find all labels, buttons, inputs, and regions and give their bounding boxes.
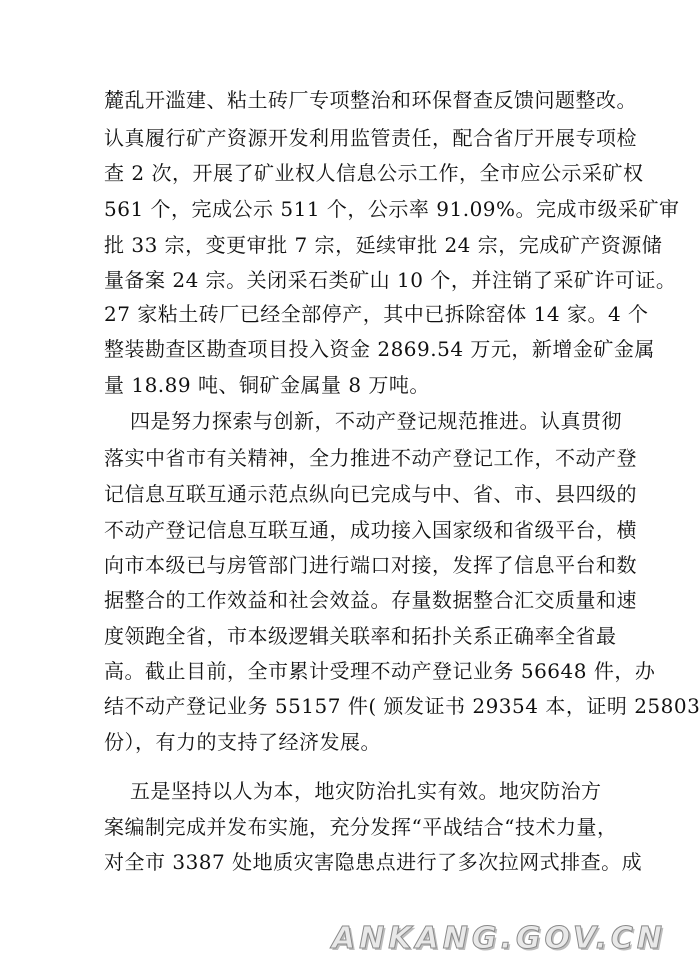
text-line: 批 33 宗，变更审批 7 宗，延续审批 24 宗，完成矿产资源储 [104, 233, 663, 257]
text-line: 对全市 3387 处地质灾害隐患点进行了多次拉网式排查。成 [104, 850, 643, 874]
text-line: 记信息互联互通示范点纵向已完成与中、省、市、县四级的 [104, 482, 637, 506]
paragraph-first-line: 四是努力探索与创新，不动产登记规范推进。认真贯彻 [130, 409, 622, 433]
text-line: 落实中省市有关精神，全力推进不动产登记工作，不动产登 [104, 446, 637, 470]
text-line: 结不动产登记业务 55157 件( 颁发证书 29354 本，证明 25803 [104, 694, 700, 718]
text-line: 量 18.89 吨、铜矿金属量 8 万吨。 [104, 373, 430, 397]
text-line: 查 2 次，开展了矿业权人信息公示工作，全市应公示采矿权 [104, 161, 644, 185]
site-watermark: ANKANG.GOV.CN [331, 921, 666, 956]
paragraph-first-line: 五是坚持以人为本，地灾防治扎实有效。地灾防治方 [130, 779, 602, 803]
text-line: 27 家粘土砖厂已经全部停产，其中已拆除窑体 14 家。4 个 [104, 302, 649, 326]
text-line: 案编制完成并发布实施，充分发挥“平战结合“技术力量， [104, 815, 618, 839]
text-line: 认真履行矿产资源开发利用监管责任，配合省厅开展专项检 [104, 126, 637, 150]
text-line: 量备案 24 宗。关闭采石类矿山 10 个，并注销了采矿许可证。 [104, 268, 677, 292]
text-line: 麓乱开滥建、粘土砖厂专项整治和环保督查反馈问题整改。 [104, 88, 637, 112]
text-line: 度领跑全省，市本级逻辑关联率和拓扑关系正确率全省最 [104, 624, 617, 648]
text-line: 据整合的工作效益和社会效益。存量数据整合汇交质量和速 [104, 588, 637, 612]
text-line: 份），有力的支持了经济发展。 [104, 730, 381, 754]
text-line: 不动产登记信息互联互通，成功接入国家级和省级平台，横 [104, 518, 637, 542]
text-line: 561 个，完成公示 511 个，公示率 91.09%。完成市级采矿审 [104, 197, 680, 221]
text-line: 向市本级已与房管部门进行端口对接，发挥了信息平台和数 [104, 553, 637, 577]
text-line: 整装勘查区勘查项目投入资金 2869.54 万元，新增金矿金属 [104, 337, 655, 361]
text-line: 高。截止目前，全市累计受理不动产登记业务 56648 件，办 [104, 659, 656, 683]
